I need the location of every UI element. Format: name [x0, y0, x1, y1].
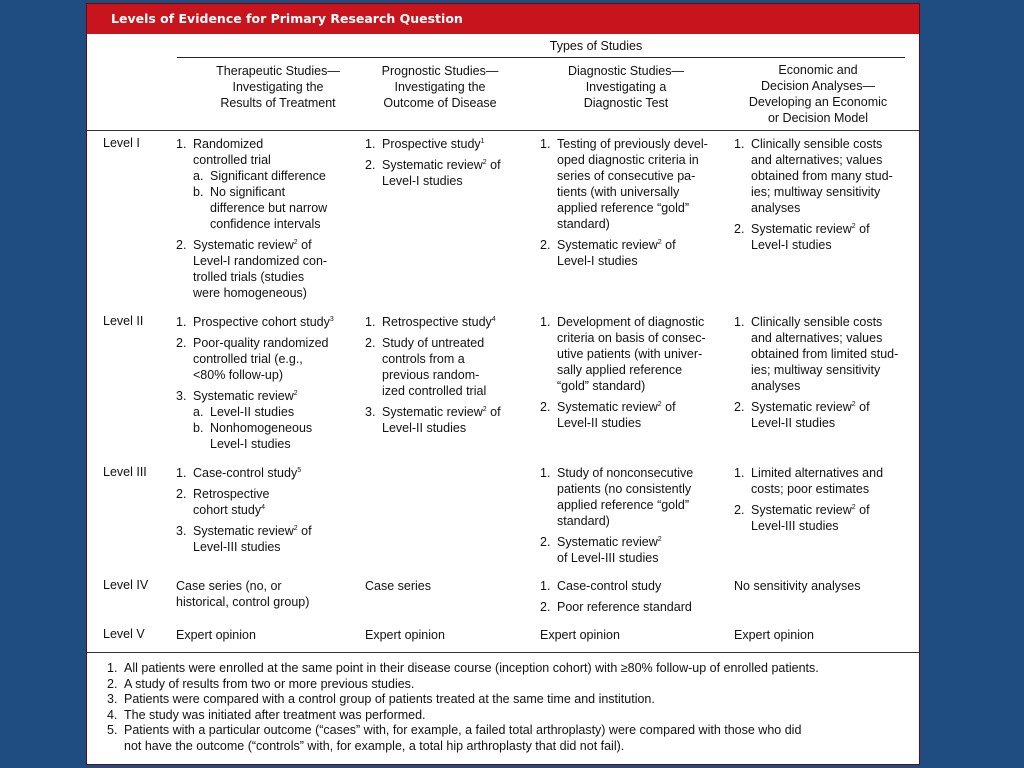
cell-level2-economic	[734, 314, 898, 431]
column-header-diagnostic: Diagnostic Studies— Investigating a Diagnostic Test	[567, 64, 685, 110]
footnote-divider	[87, 652, 919, 653]
cell-level4-diagnostic	[540, 578, 692, 615]
list-item: 3. Systematic review$^2$ of Level-III studies	[176, 524, 312, 554]
list-item: 1. Case-control study$^5$	[176, 466, 302, 480]
list-subitem: a. Significant difference	[193, 169, 326, 183]
column-header-economic: Economic and Decision Analyses— Developing an Economic or Decision Model	[748, 63, 888, 125]
footnote-4: 4. The study was initiated after treatment was performed.	[107, 707, 426, 722]
header-divider	[87, 130, 919, 131]
cell-level4-economic: No sensitivity analyses	[734, 579, 861, 593]
footnotes	[107, 661, 819, 754]
list-item: 2. Systematic review$^2$ of Level-I studies	[540, 238, 676, 268]
table-title: Levels of Evidence for Primary Research Question	[87, 4, 919, 34]
list-item: 1. Testing of previously devel- oped diagnostic criteria in series of consecutive pa- tients (with universally applied reference “gold” standard)	[540, 137, 708, 231]
list-item: 1. Development of diagnostic criteria on basis of consec- utive patients (with univer- sally applied reference “gold” standard)	[540, 315, 706, 393]
cell-level5-diagnostic: Expert opinion	[540, 628, 620, 642]
cell-level3-therapeutic	[176, 465, 312, 555]
list-item: 1. Clinically sensible costs and alternatives; values obtained from many stud- ies; multiway sensitivity analyses	[734, 137, 893, 215]
cell-level4-therapeutic: Case series (no, or historical, control group)	[176, 579, 310, 609]
level-label-2: Level II	[103, 314, 144, 328]
list-item: 1. Retrospective study$^4$	[365, 315, 496, 329]
list-item: 2. Systematic review$^2$ of Level-III studies	[540, 535, 662, 565]
list-item: 1. Case-control study	[540, 579, 662, 593]
level-label-1: Level I	[103, 136, 140, 150]
list-item: 2. Systematic review$^2$ of Level-II studies	[540, 400, 676, 430]
footnote-1: 1. All patients were enrolled at the same point in their disease course (inception cohort) with ≥80% follow-up of enrolled patients.	[107, 661, 819, 675]
level-label-5: Level V	[103, 627, 145, 641]
list-item: 2. Systematic review$^2$ of Level-I randomized con- trolled trials (studies were homogeneous)	[176, 238, 328, 300]
list-item: 3. Systematic review$^2$ a. Level-II studies b. Nonhomogeneous Level-I studies	[176, 388, 334, 452]
cell-level1-diagnostic	[540, 136, 708, 269]
list-subitem: b. Nonhomogeneous Level-I studies	[193, 421, 313, 451]
list-item: 2. Systematic review$^2$ of Level-I studies	[734, 222, 870, 252]
list-item: 2. Systematic review$^2$ of Level-II studies	[734, 400, 870, 430]
footnote-3: 3. Patients were compared with a control group of patients treated at the same time and institution.	[107, 692, 655, 706]
column-header-prognostic: Prognostic Studies— Investigating the Outcome of Disease	[381, 64, 499, 110]
level-label-3: Level III	[103, 465, 147, 479]
list-item: 1. Limited alternatives and costs; poor estimates	[734, 466, 884, 496]
list-item: 2. Poor reference standard	[540, 600, 692, 614]
cell-level2-therapeutic	[176, 314, 334, 452]
list-item: 1. Clinically sensible costs and alternatives; values obtained from limited stud- ies; multiway sensitivity analyses	[734, 315, 899, 393]
list-item: 1. Randomized controlled trial a. Significant difference b. No significant difference but narrow confidence intervals	[176, 137, 328, 231]
footnote-5: 5. Patients with a particular outcome (“cases” with, for example, a failed total arthroplasty) were compared with those who did not have the outcome (“controls” with, for example, a total hip arthroplasty that did not fail).	[107, 723, 802, 753]
column-header-therapeutic: Therapeutic Studies— Investigating the Results of Treatment	[216, 64, 340, 110]
list-item: 3. Systematic review$^2$ of Level-II studies	[365, 405, 501, 435]
types-divider	[177, 57, 905, 58]
cell-level2-diagnostic	[540, 314, 706, 431]
cell-level3-economic	[734, 465, 883, 534]
list-item: 2. Poor-quality randomized controlled trial (e.g., <80% follow-up)	[176, 336, 329, 382]
level-label-4: Level IV	[103, 578, 149, 592]
list-item: 2. Systematic review$^2$ of Level-I studies	[365, 158, 501, 188]
cell-level1-economic	[734, 136, 893, 253]
cell-level4-prognostic: Case series	[365, 579, 431, 593]
cell-level5-prognostic: Expert opinion	[365, 628, 445, 642]
cell-level3-diagnostic	[540, 465, 693, 566]
list-subitem: b. No significant difference but narrow confidence intervals	[193, 185, 328, 231]
cell-level1-therapeutic	[176, 136, 327, 301]
evidence-table-document	[86, 3, 920, 765]
types-of-studies-heading: Types of Studies	[549, 39, 643, 53]
list-item: 2. Study of untreated controls from a previous random- ized controlled trial	[365, 336, 487, 398]
cell-level5-economic: Expert opinion	[734, 628, 814, 642]
cell-level5-therapeutic: Expert opinion	[176, 628, 256, 642]
footnote-2: 2. A study of results from two or more previous studies.	[107, 676, 415, 691]
list-item: 2. Systematic review$^2$ of Level-III studies	[734, 503, 870, 533]
list-item: 1. Prospective cohort study$^3$	[176, 315, 334, 329]
cell-level1-prognostic	[365, 136, 501, 189]
cell-level2-prognostic	[365, 314, 501, 436]
list-item: 1. Prospective study$^1$	[365, 137, 485, 151]
list-item: 1. Study of nonconsecutive patients (no consistently applied reference “gold” standard)	[540, 466, 694, 528]
list-item: 2. Retrospective cohort study$^4$	[176, 487, 270, 517]
list-subitem: a. Level-II studies	[193, 405, 295, 419]
